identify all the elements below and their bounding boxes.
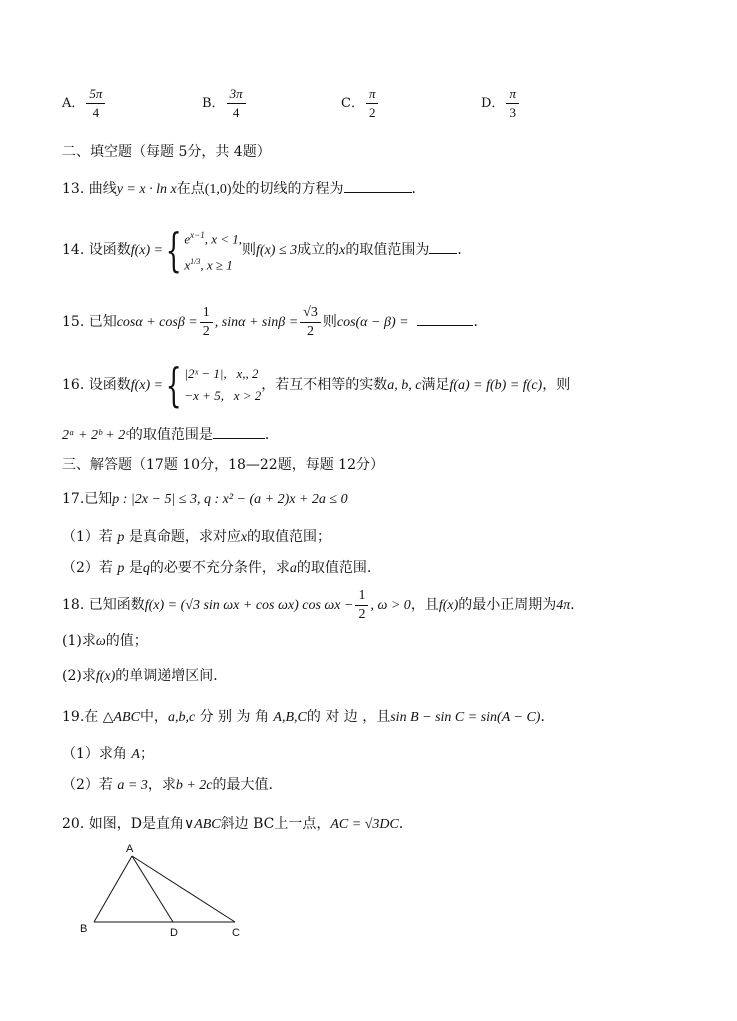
label-a: A <box>126 843 134 855</box>
question-20: 20. 如图，D是直角∨ABC斜边 BC上一点，AC = √3DC． <box>62 816 413 832</box>
option-a-numerator: 5π <box>86 86 105 104</box>
answer-blank-15[interactable] <box>417 311 473 326</box>
option-c[interactable]: C． $\frac{\pi}{2}$ <box>341 86 380 121</box>
option-d-numerator: π <box>506 86 519 104</box>
option-a[interactable]: A． $\frac{5\pi}{4}$ <box>62 86 107 121</box>
segment-ac <box>132 856 235 922</box>
label-d: D <box>170 927 178 939</box>
question-19-part2: （2）若 a = 3，求b + 2c的最大值. <box>62 777 273 793</box>
question-17: 17.已知p : |2x − 5| ≤ 3, q : x² − (a + 2)x + 2a ≤ 0 <box>62 491 348 507</box>
piecewise-14: $e^{x-1}$, x < 1, $x^{1/3}$, x ≥ 1 <box>184 230 243 272</box>
label-b: B <box>80 923 88 935</box>
question-14: 14. 设函数f(x) ={ $e^{x-1}$, x < 1, $x^{1/3}$, x ≥ 1 则f(x) ≤ 3成立的x的取值范围为 ． <box>62 223 472 277</box>
option-d-denominator: 3 <box>509 105 516 120</box>
question-18-part2: (2)求f(x)的单调递增区间． <box>62 668 228 684</box>
piecewise-16: |2ˣ − 1|, x,, 2 −x + 5, x > 2 <box>184 366 262 403</box>
question-17-part1: （1）若 p 是真命题，求对应x的取值范围； <box>62 529 332 545</box>
answer-blank-14[interactable] <box>429 239 457 254</box>
triangle-figure <box>70 840 260 940</box>
option-d[interactable]: D． $\frac{\pi}{3}$ <box>481 86 521 121</box>
option-c-denominator: 2 <box>368 105 376 120</box>
segment-ab <box>94 856 132 922</box>
question-16-line2: 2ᵃ + 2ᵇ + 2ᶜ的取值范围是 ． <box>62 424 279 446</box>
question-19: 19.在 △ABC中，a,b,c 分 别 为 角 A,B,C的 对 边 ，且sin B − sin C = sin(A − C)． <box>62 709 555 725</box>
section2-title: 二、填空题（每题 5分，共 4题） <box>62 144 271 160</box>
question-19-part1: （1）求角 A； <box>62 746 154 762</box>
answer-blank-16[interactable] <box>213 424 265 439</box>
answer-blank-13[interactable] <box>344 178 412 193</box>
left-brace-14: { <box>165 223 182 277</box>
option-c-numerator: π <box>366 86 379 104</box>
section3-title: 三、解答题（17题 10分，18—22题，每题 12分） <box>62 457 384 473</box>
segment-ad <box>132 856 173 922</box>
question-13: 13. 曲线y = x · ln x在点(1,0)处的切线的方程为 ． <box>62 178 426 200</box>
question-17-part2: （2）若 p 是q的必要不充分条件，求a的取值范围. <box>62 560 372 576</box>
question-16: 16. 设函数f(x) ={ |2ˣ − 1|, x,, 2 −x + 5, x > 2 ，若互不相等的实数a, b, c满足f(a) = f(b) = f(c)，则 <box>62 358 571 412</box>
option-a-denominator: 4 <box>92 105 100 120</box>
question-18: 18. 已知函数f(x) = (√3 sin ωx + cos ωx) cos ωx − $\frac{1}{2}$ , ω > 0，且f(x)的最小正周期为4π． <box>62 587 585 622</box>
question-18-part1: (1)求ω的值； <box>62 633 148 649</box>
option-b[interactable]: B． $\frac{3\pi}{4}$ <box>202 86 248 121</box>
label-c: C <box>232 927 240 939</box>
option-b-numerator: 3π <box>227 86 246 104</box>
left-brace-16: { <box>165 358 182 412</box>
question-15: 15. 已知cosα + cosβ = $\frac{1}{2}$ , sinα + sinβ = $\frac{√3}{2}$ 则cos(α − β) = ． <box>62 304 488 339</box>
option-b-denominator: 4 <box>232 105 240 120</box>
